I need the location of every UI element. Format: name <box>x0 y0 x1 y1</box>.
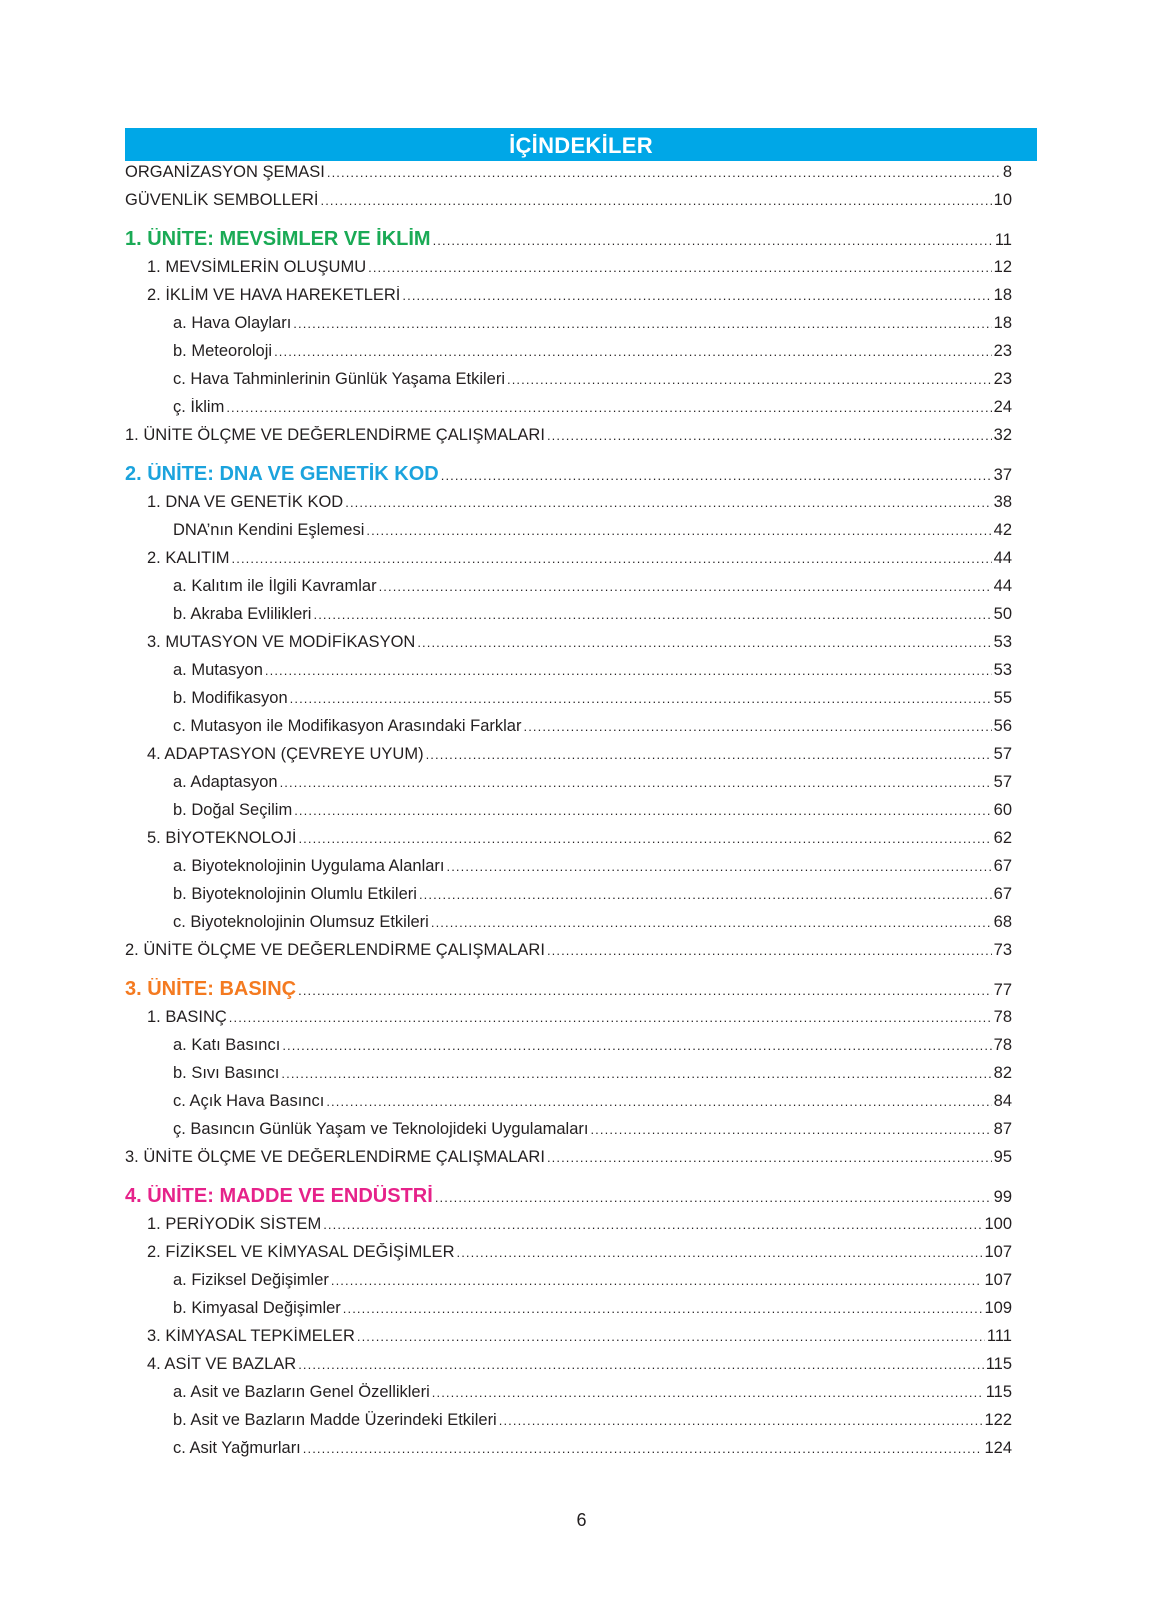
toc-unit-heading <box>125 978 1012 1008</box>
dot-leader <box>293 316 991 331</box>
toc-entry <box>125 689 1012 717</box>
toc-entry <box>125 717 1012 745</box>
dot-leader <box>368 260 992 275</box>
toc-entry <box>125 913 1012 941</box>
toc-entry-title: 4. ADAPTASYON (ÇEVREYE UYUM) <box>147 745 424 763</box>
toc-entry-title: b. Modifikasyon <box>173 689 288 707</box>
toc-entry-title: 1. PERİYODİK SİSTEM <box>147 1215 322 1233</box>
toc-entry-page: 55 <box>993 689 1012 707</box>
toc-entry-title: 4. ASİT VE BAZLAR <box>147 1355 297 1373</box>
toc-entry <box>125 370 1012 398</box>
toc-entry <box>125 577 1012 605</box>
toc-entry-page: 67 <box>993 857 1012 875</box>
toc-entry-page: 87 <box>993 1120 1012 1138</box>
toc-entry-title: DNA’nın Kendini Eşlemesi <box>173 521 365 539</box>
dot-leader <box>226 400 991 415</box>
toc-entry-title: ç. İklim <box>173 398 225 416</box>
toc-entry-title: 2. FİZİKSEL VE KİMYASAL DEĞİŞİMLER <box>147 1243 455 1261</box>
toc-entry <box>125 605 1012 633</box>
dot-leader <box>274 344 992 359</box>
dot-leader <box>280 775 992 790</box>
toc-entry-title: 2. ÜNİTE: DNA VE GENETİK KOD <box>125 463 439 485</box>
dot-leader <box>298 983 992 998</box>
toc-entry <box>125 398 1012 426</box>
dot-leader <box>303 1441 983 1456</box>
dot-leader <box>366 523 991 538</box>
toc-entry <box>125 1271 1012 1299</box>
toc-entry <box>125 342 1012 370</box>
toc-entry-title: a. Biyoteknolojinin Uygulama Alanları <box>173 857 445 875</box>
toc-entry-page: 23 <box>993 342 1012 360</box>
toc-entry <box>125 191 1012 219</box>
toc-entry <box>125 163 1012 191</box>
dot-leader <box>331 1273 983 1288</box>
toc-entry-page: 78 <box>993 1036 1012 1054</box>
toc-entry-title: b. Meteoroloji <box>173 342 273 360</box>
toc-entry-page: 107 <box>984 1271 1012 1289</box>
toc-entry-title: 1. ÜNİTE: MEVSİMLER VE İKLİM <box>125 228 431 250</box>
toc-entry <box>125 1120 1012 1148</box>
dot-leader <box>402 288 991 303</box>
dot-leader <box>232 551 992 566</box>
toc-entry-page: 60 <box>993 801 1012 819</box>
dot-leader <box>417 635 991 650</box>
toc-entry-page: 56 <box>993 717 1012 735</box>
toc-entry-page: 53 <box>993 661 1012 679</box>
dot-leader <box>507 372 992 387</box>
toc-entry-title: 2. ÜNİTE ÖLÇME VE DEĞERLENDİRME ÇALIŞMALARI <box>125 941 545 959</box>
dot-leader <box>432 1385 984 1400</box>
dot-leader <box>447 859 992 874</box>
toc-entry-title: 1. ÜNİTE ÖLÇME VE DEĞERLENDİRME ÇALIŞMALARI <box>125 426 545 444</box>
toc-entry <box>125 745 1012 773</box>
dot-leader <box>499 1413 983 1428</box>
toc-entry-title: a. Mutasyon <box>173 661 263 679</box>
toc-entry <box>125 941 1012 969</box>
dot-leader <box>419 887 992 902</box>
toc-entry-page: 99 <box>993 1188 1012 1206</box>
toc-entry <box>125 633 1012 661</box>
toc-entry-page: 11 <box>994 231 1012 249</box>
toc-entry <box>125 314 1012 342</box>
toc-entry-title: GÜVENLİK SEMBOLLERİ <box>125 191 319 209</box>
toc-entry-page: 53 <box>993 633 1012 651</box>
toc-entry-page: 115 <box>985 1383 1012 1401</box>
toc-entry-title: 2. İKLİM VE HAVA HAREKETLERİ <box>147 286 401 304</box>
toc-entry-page: 78 <box>993 1008 1012 1026</box>
toc-entry-title: ORGANİZASYON ŞEMASI <box>125 163 325 181</box>
toc-entry-page: 18 <box>993 286 1012 304</box>
toc-entry-page: 107 <box>984 1243 1012 1261</box>
toc-entry-title: 3. ÜNİTE: BASINÇ <box>125 978 297 1000</box>
toc-entry-title: 4. ÜNİTE: MADDE VE ENDÜSTRİ <box>125 1185 433 1207</box>
toc-entry-page: 57 <box>993 745 1012 763</box>
toc-entry <box>125 1036 1012 1064</box>
toc-entry <box>125 661 1012 689</box>
toc-entry-page: 38 <box>993 493 1012 511</box>
toc-entry-page: 8 <box>1002 163 1012 181</box>
toc-entry-title: a. Adaptasyon <box>173 773 278 791</box>
toc-entry-title: a. Fiziksel Değişimler <box>173 1271 329 1289</box>
dot-leader <box>433 233 993 248</box>
dot-leader <box>547 1150 992 1165</box>
toc-entry-page: 124 <box>984 1439 1012 1457</box>
dot-leader <box>320 193 991 208</box>
dot-leader <box>547 943 992 958</box>
table-of-contents <box>125 163 1012 1467</box>
toc-entry-page: 111 <box>986 1327 1012 1345</box>
toc-entry-page: 95 <box>993 1148 1012 1166</box>
toc-entry-page: 10 <box>993 191 1012 209</box>
toc-entry-title: c. Açık Hava Basıncı <box>173 1092 325 1110</box>
toc-entry <box>125 1411 1012 1439</box>
toc-entry-title: 2. KALITIM <box>147 549 230 567</box>
toc-entry <box>125 829 1012 857</box>
dot-leader <box>590 1122 991 1137</box>
toc-entry-title: c. Hava Tahminlerinin Günlük Yaşama Etkileri <box>173 370 505 388</box>
toc-entry-page: 109 <box>984 1299 1012 1317</box>
toc-entry-title: b. Kimyasal Değişimler <box>173 1299 341 1317</box>
toc-entry-page: 32 <box>993 426 1012 444</box>
toc-entry-page: 122 <box>984 1411 1012 1429</box>
toc-entry-page: 100 <box>984 1215 1012 1233</box>
toc-entry-page: 82 <box>993 1064 1012 1082</box>
toc-entry-title: ç. Basıncın Günlük Yaşam ve Teknolojideki Uygulamaları <box>173 1120 589 1138</box>
dot-leader <box>290 691 992 706</box>
dot-leader <box>298 831 991 846</box>
toc-unit-heading <box>125 228 1012 258</box>
toc-entry-title: a. Hava Olayları <box>173 314 292 332</box>
toc-entry-title: 5. BİYOTEKNOLOJİ <box>147 829 297 847</box>
toc-entry <box>125 549 1012 577</box>
toc-entry <box>125 1243 1012 1271</box>
toc-entry <box>125 885 1012 913</box>
toc-entry <box>125 1383 1012 1411</box>
toc-entry-page: 37 <box>993 466 1012 484</box>
toc-entry <box>125 286 1012 314</box>
toc-entry <box>125 1092 1012 1120</box>
dot-leader <box>456 1245 982 1260</box>
dot-leader <box>345 495 991 510</box>
toc-entry-title: 3. ÜNİTE ÖLÇME VE DEĞERLENDİRME ÇALIŞMALARI <box>125 1148 545 1166</box>
dot-leader <box>229 1010 992 1025</box>
dot-leader <box>265 663 992 678</box>
toc-entry-title: c. Mutasyon ile Modifikasyon Arasındaki Farklar <box>173 717 522 735</box>
toc-entry-title: c. Biyoteknolojinin Olumsuz Etkileri <box>173 913 429 931</box>
toc-entry-title: 3. KİMYASAL TEPKİMELER <box>147 1327 355 1345</box>
toc-entry-title: 1. MEVSİMLERİN OLUŞUMU <box>147 258 367 276</box>
toc-entry <box>125 1008 1012 1036</box>
toc-entry-title: 1. DNA VE GENETİK KOD <box>147 493 344 511</box>
toc-entry-page: 62 <box>993 829 1012 847</box>
dot-leader <box>326 1094 991 1109</box>
toc-entry-page: 42 <box>993 521 1012 539</box>
toc-entry-title: a. Katı Basıncı <box>173 1036 281 1054</box>
toc-entry-page: 44 <box>993 549 1012 567</box>
dot-leader <box>441 468 992 483</box>
toc-entry-title: b. Biyoteknolojinin Olumlu Etkileri <box>173 885 417 903</box>
dot-leader <box>431 915 992 930</box>
toc-entry-page: 57 <box>993 773 1012 791</box>
toc-entry <box>125 1064 1012 1092</box>
toc-entry <box>125 1327 1012 1355</box>
toc-title: İÇİNDEKİLER <box>125 128 1037 161</box>
toc-unit-heading <box>125 1185 1012 1215</box>
toc-entry <box>125 1215 1012 1243</box>
toc-entry-page: 24 <box>993 398 1012 416</box>
toc-unit-heading <box>125 463 1012 493</box>
toc-entry-page: 84 <box>993 1092 1012 1110</box>
toc-entry-page: 68 <box>993 913 1012 931</box>
dot-leader <box>343 1301 983 1316</box>
toc-entry-page: 23 <box>993 370 1012 388</box>
dot-leader <box>547 428 992 443</box>
toc-entry <box>125 1148 1012 1176</box>
dot-leader <box>282 1038 991 1053</box>
toc-entry-page: 44 <box>993 577 1012 595</box>
dot-leader <box>294 803 991 818</box>
toc-entry <box>125 773 1012 801</box>
dot-leader <box>281 1066 991 1081</box>
toc-entry-title: b. Akraba Evlilikleri <box>173 605 312 623</box>
toc-entry-title: b. Asit ve Bazların Madde Üzerindeki Etkileri <box>173 1411 497 1429</box>
toc-entry-title: a. Asit ve Bazların Genel Özellikleri <box>173 1383 430 1401</box>
dot-leader <box>323 1217 982 1232</box>
toc-entry-page: 67 <box>993 885 1012 903</box>
toc-entry-title: c. Asit Yağmurları <box>173 1439 301 1457</box>
toc-entry-title: b. Doğal Seçilim <box>173 801 293 819</box>
toc-entry-title: a. Kalıtım ile İlgili Kavramlar <box>173 577 377 595</box>
toc-entry <box>125 521 1012 549</box>
toc-entry-title: b. Sıvı Basıncı <box>173 1064 280 1082</box>
toc-entry-page: 18 <box>993 314 1012 332</box>
toc-entry-page: 50 <box>993 605 1012 623</box>
toc-entry <box>125 493 1012 521</box>
toc-entry <box>125 1299 1012 1327</box>
dot-leader <box>327 165 1001 180</box>
toc-entry-page: 77 <box>993 981 1012 999</box>
toc-entry-page: 115 <box>985 1355 1012 1373</box>
dot-leader <box>435 1190 992 1205</box>
dot-leader <box>357 1329 985 1344</box>
toc-entry <box>125 1439 1012 1467</box>
dot-leader <box>298 1357 984 1372</box>
toc-entry-page: 12 <box>993 258 1012 276</box>
toc-entry <box>125 1355 1012 1383</box>
dot-leader <box>523 719 991 734</box>
toc-entry-title: 1. BASINÇ <box>147 1008 227 1026</box>
toc-entry <box>125 258 1012 286</box>
toc-entry <box>125 801 1012 829</box>
toc-entry <box>125 426 1012 454</box>
dot-leader <box>379 579 992 594</box>
dot-leader <box>426 747 992 762</box>
dot-leader <box>313 607 991 622</box>
toc-entry <box>125 857 1012 885</box>
toc-entry-title: 3. MUTASYON VE MODİFİKASYON <box>147 633 416 651</box>
page-number: 6 <box>576 1510 587 1530</box>
toc-entry-page: 73 <box>993 941 1012 959</box>
